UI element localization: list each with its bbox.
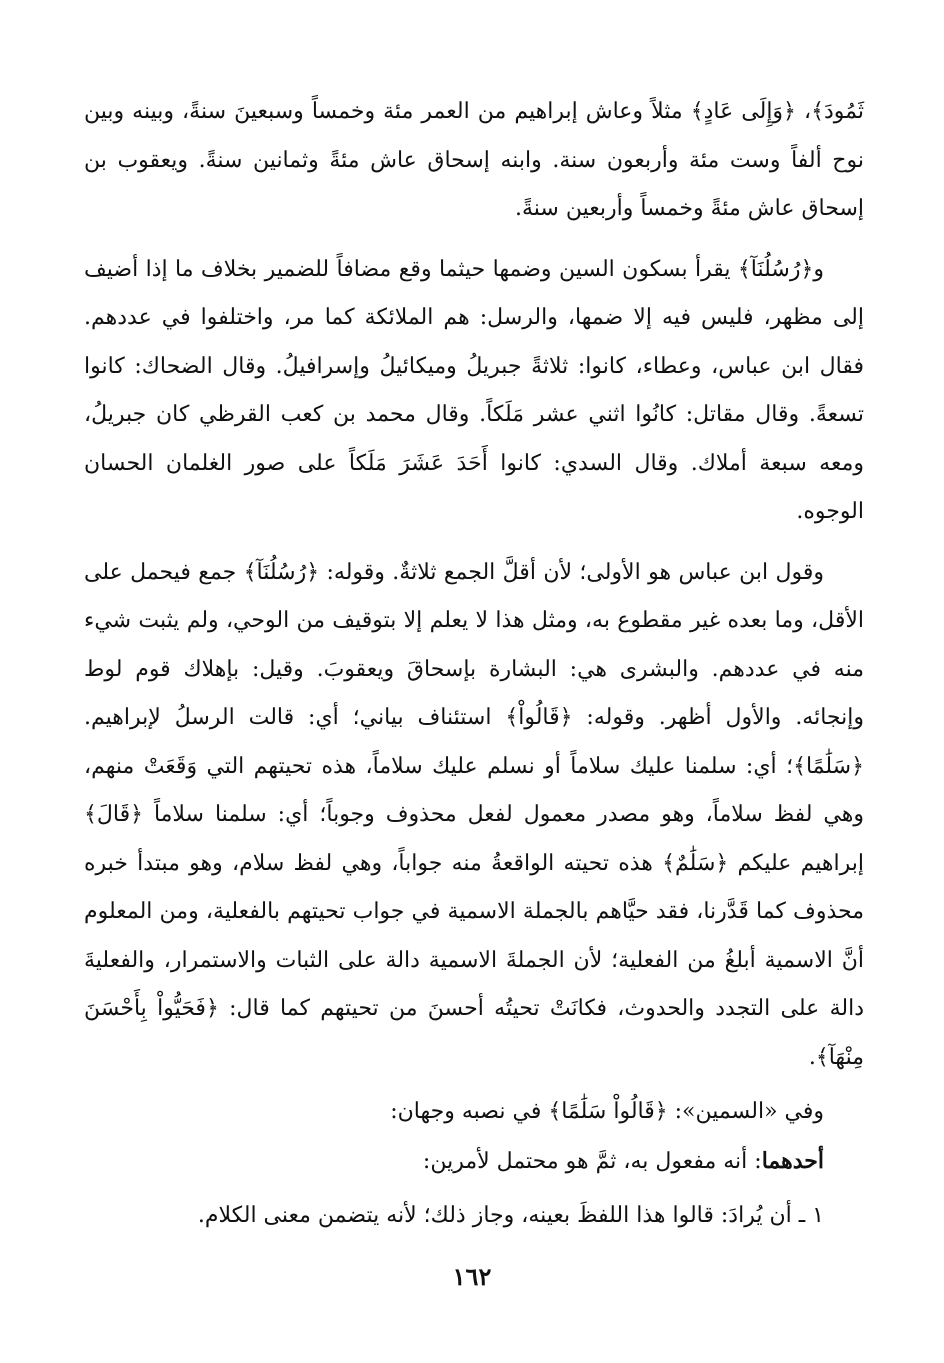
paragraph-5	[84, 1137, 864, 1187]
page-number: ١٦٢	[452, 1262, 492, 1291]
page-body	[84, 88, 864, 1241]
paragraph-1: ثَمُودَ﴾، ﴿وَإِلَى عَادٍ﴾ مثلاً وعاش إبراهيم من العمر مئة وخمساً وسبعينَ سنةً، وبينه وبين نوح ألفاً وست مئة وأربعون سنة. وابنه إسحاق عاش مئةً وثمانين سنةً. ويعقوب بن إسحاق عاش مئةً وخمساً وأربعين سنةً.	[84, 99, 864, 221]
paragraph-5-text: : أنه مفعول به، ثمَّ هو محتمل لأمرين:	[422, 1148, 762, 1174]
paragraph-4: وفي «السمين»: ﴿قَالُواْ سَلَٰمًا﴾ في نصبه وجهان:	[390, 1099, 824, 1124]
paragraph-6: ١ ـ أن يُرادَ: قالوا هذا اللفظَ بعينه، وجاز ذلك؛ لأنه يتضمن معنى الكلام.	[197, 1203, 824, 1228]
paragraph-3: وقول ابن عباس هو الأولى؛ لأن أقلَّ الجمع ثلاثةٌ. وقوله: ﴿رُسُلُنَآ﴾ جمع فيحمل على الأقل، وما بعده غير مقطوع به، ومثل هذا لا يعلم إلا بتوقيف من الوحي، ولم يثبت شيء منه في عددهم. والبشرى هي: البشارة بإسحاقَ ويعقوبَ. وقيل: بإهلاك قوم لوط وإنجائه. والأول أظهر. وقوله: ﴿قَالُواْ﴾ استئناف بياني؛ أي: قالت الرسلُ لإبراهيم. ﴿سَلَٰمًا﴾؛ أي: سلمنا عليك سلاماً أو نسلم عليك سلاماً، هذه تحيتهم التي وَقَعَتْ منهم، وهي لفظ سلاماً، وهو مصدر معمول لفعل محذوف وجوباً؛ أي: سلمنا سلاماً ﴿قَالَ﴾ إبراهيم عليكم ﴿سَلَٰمٌ﴾ هذه تحيته الواقعةُ منه جواباً، وهي لفظ سلام، وهو مبتدأ خبره محذوف كما قَدَّرنا، فقد حيَّاهم بالجملة الاسمية في جواب تحيتهم بالفعلية، ومن المعلوم أنَّ الاسمية أبلغُ من الفعلية؛ لأن الجملةَ الاسمية دالة على الثبات والاستمرار، والفعليةَ دالة على التجدد والحدوث، فكانَتْ تحيتُه أحسنَ من تحيتهم كما قال: ﴿فَحَيُّواْ بِأَحْسَنَ مِنْهَآ﴾.	[84, 559, 864, 1070]
paragraph-2: و﴿رُسُلُنَآ﴾ يقرأ بسكون السين وضمها حيثما وقع مضافاً للضمير بخلاف ما إذا أضيف إلى مظهر، فليس فيه إلا ضمها، والرسل: هم الملائكة كما مر، واختلفوا في عددهم. فقال ابن عباس، وعطاء، كانوا: ثلاثةً جبريلُ وميكائيلُ وإسرافيلُ. وقال الضحاك: كانوا تسعةً. وقال مقاتل: كانُوا اثني عشر مَلَكاً. وقال محمد بن كعب القرظي كان جبريلُ، ومعه سبعة أملاك. وقال السدي: كانوا أَحَدَ عَشَرَ مَلَكاً على صور الغلمان الحسان الوجوه.	[84, 256, 864, 524]
paragraph-5-lead: أحدهما	[761, 1147, 824, 1174]
